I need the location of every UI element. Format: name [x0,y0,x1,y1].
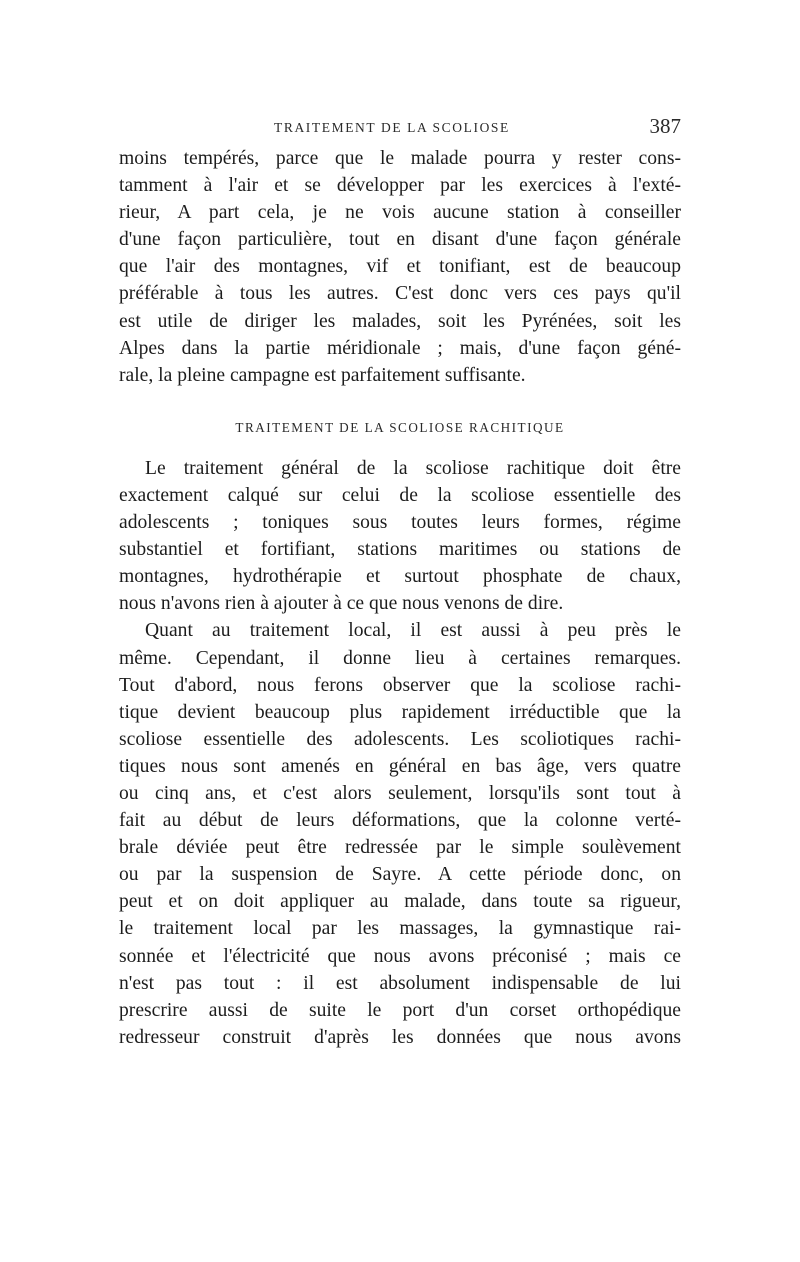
text-line: d'une façon particulière, tout en disant d'une façon générale [119,229,681,251]
paragraph-2 [119,455,681,618]
text-line: Le traitement général de la scoliose rachitique doit être [145,457,681,479]
text-line: est utile de diriger les malades, soit les Pyrénées, soit les [119,310,681,332]
text-line: peut et on doit appliquer au malade, dans toute sa rigueur, [119,891,681,913]
text-line: fait au début de leurs déformations, que la colonne verté- [119,810,681,832]
text-line: sonnée et l'électricité que nous avons préconisé ; mais ce [119,945,681,967]
paragraph-3 [119,617,681,1051]
text-line: exactement calqué sur celui de la scoliose essentielle des [119,484,681,506]
running-header [119,112,681,142]
text-line: ou par la suspension de Sayre. A cette période donc, on [119,864,681,886]
text-line: substantiel et fortifiant, stations maritimes ou stations de [119,539,681,561]
text-line: scoliose essentielle des adolescents. Les scoliotiques rachi- [119,728,681,750]
text-line: n'est pas tout : il est absolument indispensable de lui [119,972,681,994]
text-line: moins tempérés, parce que le malade pourra y rester cons- [119,148,681,169]
text-line: rale, la pleine campagne est parfaitement suffisante. [119,364,526,386]
text-line: tamment à l'air et se développer par les exercices à l'exté- [119,175,681,197]
text-line: nous n'avons rien à ajouter à ce que nous venons de dire. [119,593,564,615]
text-line: adolescents ; toniques sous toutes leurs formes, régime [119,512,681,534]
text-line: ou cinq ans, et c'est alors seulement, lorsqu'ils sont tout à [119,782,681,804]
running-title: TRAITEMENT DE LA SCOLIOSE [274,120,510,135]
page-number: 387 [649,114,681,138]
text-line: Tout d'abord, nous ferons observer que la scoliose rachi- [119,674,681,696]
text-line: brale déviée peut être redressée par le simple soulèvement [119,837,681,859]
text-line: montagnes, hydrothérapie et surtout phosphate de chaux, [119,566,681,588]
text-line: prescrire aussi de suite le port d'un corset orthopédique [119,999,681,1021]
text-line: préférable à tous les autres. C'est donc vers ces pays qu'il [119,283,681,305]
section-heading: TRAITEMENT DE LA SCOLIOSE RACHITIQUE [235,419,565,435]
text-line: tiques nous sont amenés en général en bas âge, vers quatre [119,755,681,777]
text-line: que l'air des montagnes, vif et tonifiant, est de beaucoup [119,256,681,278]
text-line: Quant au traitement local, il est aussi à peu près le [145,620,681,642]
paragraph-1 [119,145,681,389]
text-line: rieur, A part cela, je ne vois aucune station à conseiller [119,202,681,224]
text-line: le traitement local par les massages, la gymnastique rai- [119,918,681,940]
text-line: redresseur construit d'après les données que nous avons [119,1026,681,1048]
text-line: tique devient beaucoup plus rapidement irréductible que la [119,701,681,723]
book-page [119,112,681,1051]
text-line: Alpes dans la partie méridionale ; mais, d'une façon géné- [119,337,681,359]
text-line: même. Cependant, il donne lieu à certaines remarques. [119,647,681,669]
